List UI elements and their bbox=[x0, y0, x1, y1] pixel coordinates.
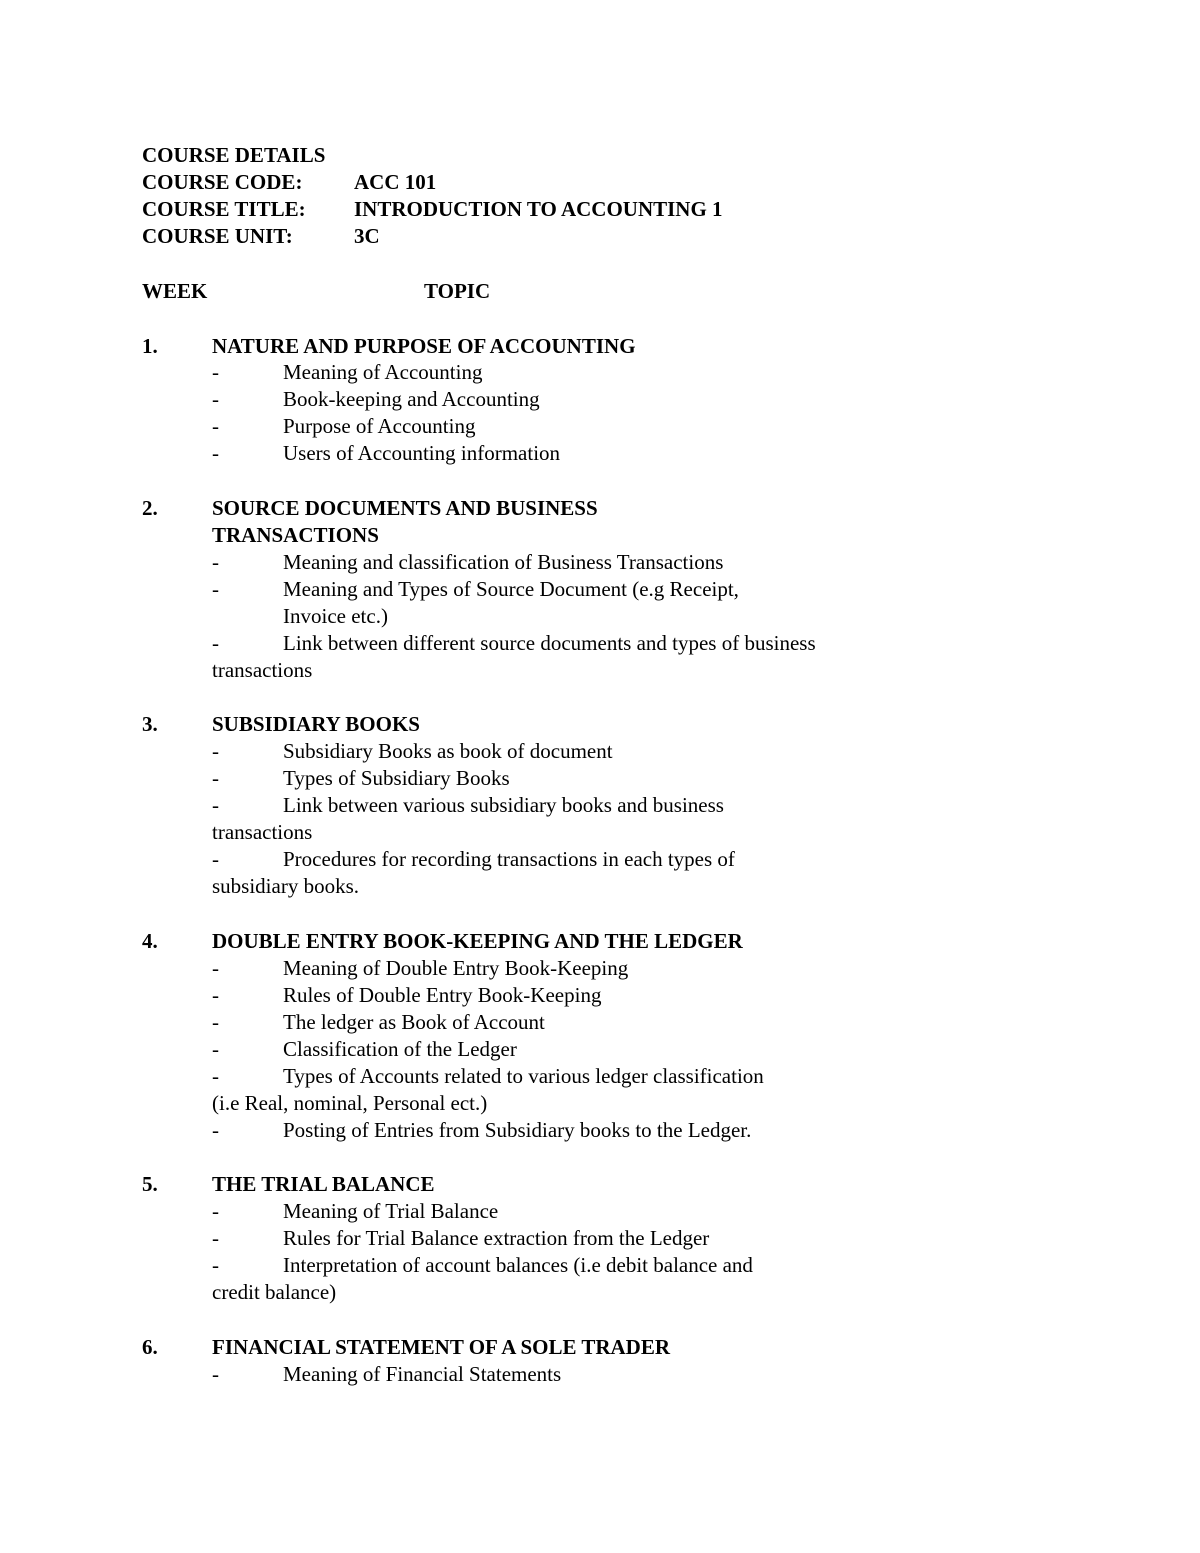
list-item-cont: transactions bbox=[212, 658, 313, 682]
list-dash: - bbox=[212, 1118, 219, 1142]
list-dash: - bbox=[212, 793, 219, 817]
list-item: Interpretation of account balances (i.e debit balance and bbox=[283, 1253, 753, 1277]
week-title: THE TRIAL BALANCE bbox=[212, 1172, 435, 1196]
week-number: 4. bbox=[142, 929, 158, 953]
list-item: Meaning and classification of Business Transactions bbox=[283, 550, 724, 574]
list-dash: - bbox=[212, 387, 219, 411]
week-title: FINANCIAL STATEMENT OF A SOLE TRADER bbox=[212, 1335, 671, 1359]
week-number: 6. bbox=[142, 1335, 158, 1359]
list-item: Meaning of Double Entry Book-Keeping bbox=[283, 956, 629, 980]
list-item: Types of Accounts related to various ledger classification bbox=[283, 1064, 764, 1088]
list-item: Link between various subsidiary books and business bbox=[283, 793, 724, 817]
week-number: 3. bbox=[142, 712, 158, 736]
list-dash: - bbox=[212, 739, 219, 763]
week-title: DOUBLE ENTRY BOOK-KEEPING AND THE LEDGER bbox=[212, 929, 743, 953]
list-item: Classification of the Ledger bbox=[283, 1037, 517, 1061]
list-dash: - bbox=[212, 847, 219, 871]
list-item: Users of Accounting information bbox=[283, 441, 561, 465]
course-details-heading: COURSE DETAILS bbox=[142, 143, 326, 167]
list-item-cont: (i.e Real, nominal, Personal ect.) bbox=[212, 1091, 488, 1115]
course-unit-value: 3C bbox=[354, 224, 380, 248]
list-item-cont: Invoice etc.) bbox=[283, 604, 388, 628]
list-item: Meaning and Types of Source Document (e.g Receipt, bbox=[283, 577, 739, 601]
list-dash: - bbox=[212, 1226, 219, 1250]
week-number: 2. bbox=[142, 496, 158, 520]
list-item-cont: credit balance) bbox=[212, 1280, 337, 1304]
list-dash: - bbox=[212, 360, 219, 384]
week-number: 5. bbox=[142, 1172, 158, 1196]
list-item: Meaning of Accounting bbox=[283, 360, 483, 384]
list-item: Meaning of Financial Statements bbox=[283, 1362, 562, 1386]
list-dash: - bbox=[212, 766, 219, 790]
topic-column-header: TOPIC bbox=[424, 279, 491, 303]
week-title-cont: TRANSACTIONS bbox=[212, 523, 379, 547]
list-dash: - bbox=[212, 956, 219, 980]
list-item: Rules of Double Entry Book-Keeping bbox=[283, 983, 602, 1007]
list-item: Link between different source documents and types of business bbox=[283, 631, 816, 655]
course-code-label: COURSE CODE: bbox=[142, 170, 303, 194]
week-column-header: WEEK bbox=[142, 279, 208, 303]
course-unit-label: COURSE UNIT: bbox=[142, 224, 293, 248]
list-dash: - bbox=[212, 550, 219, 574]
list-dash: - bbox=[212, 1199, 219, 1223]
list-item: Posting of Entries from Subsidiary books to the Ledger. bbox=[283, 1118, 752, 1142]
week-number: 1. bbox=[142, 334, 158, 358]
course-title-label: COURSE TITLE: bbox=[142, 197, 306, 221]
list-item: Purpose of Accounting bbox=[283, 414, 476, 438]
list-item: Procedures for recording transactions in each types of bbox=[283, 847, 735, 871]
list-item-cont: subsidiary books. bbox=[212, 874, 359, 898]
list-dash: - bbox=[212, 1064, 219, 1088]
list-dash: - bbox=[212, 577, 219, 601]
list-item: Book-keeping and Accounting bbox=[283, 387, 540, 411]
list-dash: - bbox=[212, 1037, 219, 1061]
list-item: The ledger as Book of Account bbox=[283, 1010, 545, 1034]
list-dash: - bbox=[212, 631, 219, 655]
list-item: Types of Subsidiary Books bbox=[283, 766, 510, 790]
course-title-value: INTRODUCTION TO ACCOUNTING 1 bbox=[354, 197, 723, 221]
list-dash: - bbox=[212, 1253, 219, 1277]
list-dash: - bbox=[212, 1362, 219, 1386]
week-title: NATURE AND PURPOSE OF ACCOUNTING bbox=[212, 334, 636, 358]
list-dash: - bbox=[212, 1010, 219, 1034]
week-title: SUBSIDIARY BOOKS bbox=[212, 712, 420, 736]
list-dash: - bbox=[212, 983, 219, 1007]
list-dash: - bbox=[212, 414, 219, 438]
course-code-value: ACC 101 bbox=[354, 170, 437, 194]
list-item: Meaning of Trial Balance bbox=[283, 1199, 499, 1223]
list-dash: - bbox=[212, 441, 219, 465]
week-title: SOURCE DOCUMENTS AND BUSINESS bbox=[212, 496, 598, 520]
list-item: Subsidiary Books as book of document bbox=[283, 739, 613, 763]
list-item: Rules for Trial Balance extraction from the Ledger bbox=[283, 1226, 710, 1250]
list-item-cont: transactions bbox=[212, 820, 313, 844]
